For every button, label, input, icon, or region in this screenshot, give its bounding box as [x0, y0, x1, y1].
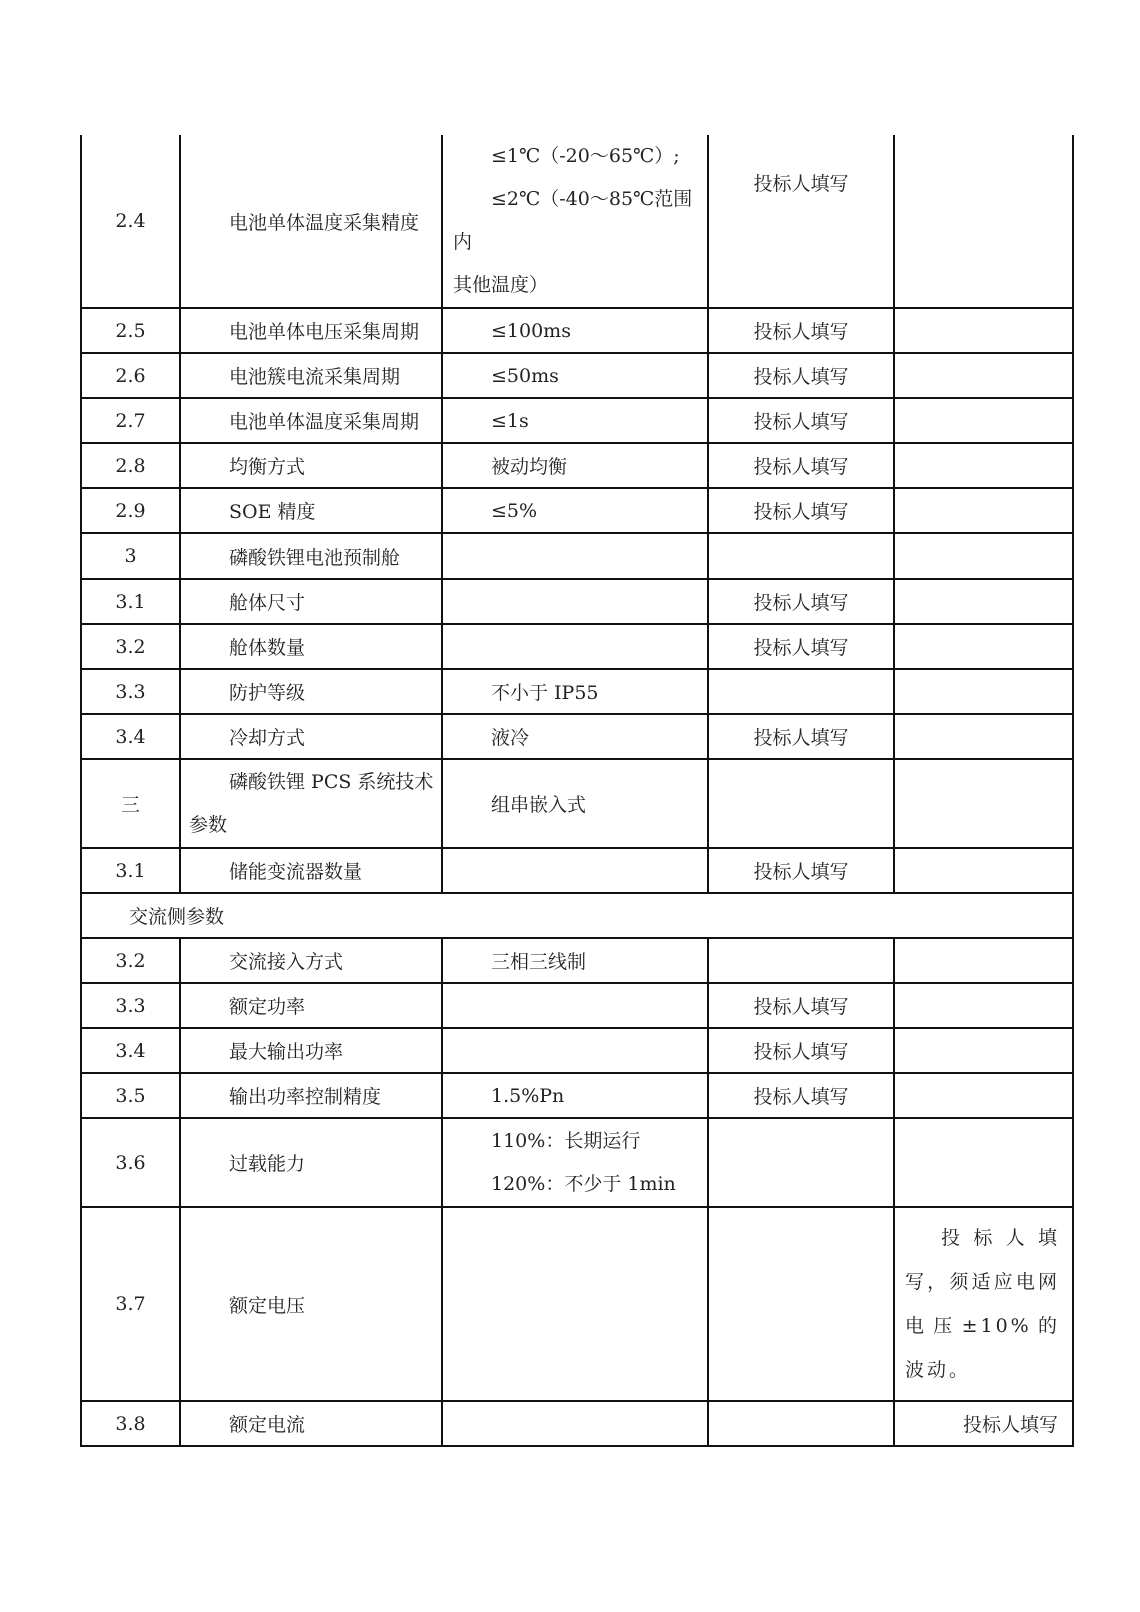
value-line: 120%：不少于 1min: [491, 1172, 676, 1195]
item-value: [442, 1028, 708, 1073]
table-row: [81, 579, 1073, 624]
remark-cell: [894, 398, 1073, 443]
item-name: 电池簇电流采集周期: [180, 353, 442, 398]
item-value: ≤1s: [442, 398, 708, 443]
item-value: [442, 983, 708, 1028]
table-row: [81, 938, 1073, 983]
item-number: 三: [81, 759, 180, 848]
item-name: 电池单体温度采集周期: [180, 398, 442, 443]
remark-cell: [894, 1028, 1073, 1073]
item-value: 液冷: [442, 714, 708, 759]
fill-cell: 投标人填写: [708, 135, 894, 308]
item-number: 3.4: [81, 714, 180, 759]
fill-cell: [708, 1401, 894, 1446]
item-value: ≤50ms: [442, 353, 708, 398]
remark-cell: [894, 353, 1073, 398]
item-name: 防护等级: [180, 669, 442, 714]
remark-cell: 投标人填写: [894, 1401, 1073, 1446]
fill-cell: 投标人填写: [708, 983, 894, 1028]
remark-cell: [894, 759, 1073, 848]
item-number: 3.3: [81, 669, 180, 714]
remark-cell: [894, 983, 1073, 1028]
fill-cell: 投标人填写: [708, 488, 894, 533]
item-name: 输出功率控制精度: [180, 1073, 442, 1118]
item-name: 舱体数量: [180, 624, 442, 669]
item-name: [180, 759, 442, 848]
item-number: 3.8: [81, 1401, 180, 1446]
section-heading: 交流侧参数: [81, 893, 1073, 938]
table-row: [81, 353, 1073, 398]
item-name: 额定功率: [180, 983, 442, 1028]
spec-table: [80, 135, 1074, 1447]
item-value: ≤100ms: [442, 308, 708, 353]
name-line: 磷酸铁锂 PCS 系统技术: [229, 770, 434, 793]
fill-cell: 投标人填写: [708, 1028, 894, 1073]
item-number: 2.6: [81, 353, 180, 398]
item-number: 3.6: [81, 1118, 180, 1207]
name-line: 参数: [189, 813, 228, 836]
item-name: 冷却方式: [180, 714, 442, 759]
item-value: [442, 1401, 708, 1446]
item-name: 电池单体电压采集周期: [180, 308, 442, 353]
table-row: [81, 533, 1073, 579]
remark-cell: [894, 848, 1073, 893]
item-name: 交流接入方式: [180, 938, 442, 983]
item-value: 被动均衡: [442, 443, 708, 488]
section-row: [81, 893, 1073, 938]
item-number: 3.1: [81, 848, 180, 893]
item-number: 3.4: [81, 1028, 180, 1073]
item-value: [442, 135, 708, 308]
table-row: [81, 1401, 1073, 1446]
item-number: 3.7: [81, 1207, 180, 1401]
item-value: [442, 1207, 708, 1401]
item-value: [442, 579, 708, 624]
fill-cell: [708, 759, 894, 848]
fill-cell: 投标人填写: [708, 579, 894, 624]
item-name: 储能变流器数量: [180, 848, 442, 893]
fill-cell: [708, 1207, 894, 1401]
item-number: 3.1: [81, 579, 180, 624]
value-line: ≤1℃（-20～65℃）;: [491, 145, 680, 167]
item-value: 1.5%Pn: [442, 1073, 708, 1118]
remark-cell: [894, 308, 1073, 353]
table-row: [81, 443, 1073, 488]
item-name: 过载能力: [180, 1118, 442, 1207]
table-row: [81, 1118, 1073, 1207]
table-row: [81, 308, 1073, 353]
table-row: [81, 983, 1073, 1028]
remark-cell: [894, 135, 1073, 308]
item-number: 2.5: [81, 308, 180, 353]
item-name: 磷酸铁锂电池预制舱: [180, 533, 442, 579]
table-row: [81, 488, 1073, 533]
item-value: 组串嵌入式: [442, 759, 708, 848]
fill-cell: [708, 669, 894, 714]
item-number: 2.8: [81, 443, 180, 488]
remark-cell: [894, 624, 1073, 669]
item-number: 3.3: [81, 983, 180, 1028]
remark-cell: [894, 1073, 1073, 1118]
item-value: [442, 533, 708, 579]
remark-text: 投标人填写，须适应电网电压±10%的波动。: [905, 1227, 1060, 1381]
value-line: 110%：长期运行: [491, 1129, 641, 1152]
table-row: [81, 135, 1073, 308]
item-value: [442, 1118, 708, 1207]
item-value: ≤5%: [442, 488, 708, 533]
fill-cell: 投标人填写: [708, 714, 894, 759]
item-value: 不小于 IP55: [442, 669, 708, 714]
item-number: 3.5: [81, 1073, 180, 1118]
remark-cell: [894, 714, 1073, 759]
remark-cell: [894, 533, 1073, 579]
item-name: 舱体尺寸: [180, 579, 442, 624]
table-row: [81, 1028, 1073, 1073]
table-row: [81, 759, 1073, 848]
fill-cell: [708, 1118, 894, 1207]
item-value: [442, 624, 708, 669]
remark-cell: [894, 669, 1073, 714]
remark-cell: [894, 443, 1073, 488]
fill-cell: [708, 938, 894, 983]
fill-cell: 投标人填写: [708, 1073, 894, 1118]
fill-cell: 投标人填写: [708, 308, 894, 353]
fill-cell: 投标人填写: [708, 353, 894, 398]
table-row: [81, 1073, 1073, 1118]
fill-cell: 投标人填写: [708, 443, 894, 488]
item-name: 额定电压: [180, 1207, 442, 1401]
item-name: 均衡方式: [180, 443, 442, 488]
remark-cell: [894, 938, 1073, 983]
item-number: 3.2: [81, 624, 180, 669]
table-row: [81, 398, 1073, 443]
table-row: [81, 669, 1073, 714]
item-number: 2.7: [81, 398, 180, 443]
item-number: 3.2: [81, 938, 180, 983]
fill-cell: [708, 533, 894, 579]
fill-cell: 投标人填写: [708, 624, 894, 669]
value-line: ≤2℃（-40～85℃范围内: [453, 188, 693, 253]
item-name: 电池单体温度采集精度: [180, 135, 442, 308]
table-row: [81, 848, 1073, 893]
item-number: 3: [81, 533, 180, 579]
item-value: [442, 848, 708, 893]
item-number: 2.4: [81, 135, 180, 308]
item-number: 2.9: [81, 488, 180, 533]
fill-cell: 投标人填写: [708, 398, 894, 443]
fill-cell: 投标人填写: [708, 848, 894, 893]
table-row: [81, 624, 1073, 669]
remark-cell: [894, 1207, 1073, 1401]
remark-cell: [894, 1118, 1073, 1207]
remark-cell: [894, 579, 1073, 624]
remark-cell: [894, 488, 1073, 533]
table-row: [81, 714, 1073, 759]
item-name: 额定电流: [180, 1401, 442, 1446]
value-line: 其他温度）: [453, 274, 549, 296]
item-name: SOE 精度: [180, 488, 442, 533]
table-row: [81, 1207, 1073, 1401]
item-value: 三相三线制: [442, 938, 708, 983]
item-name: 最大输出功率: [180, 1028, 442, 1073]
